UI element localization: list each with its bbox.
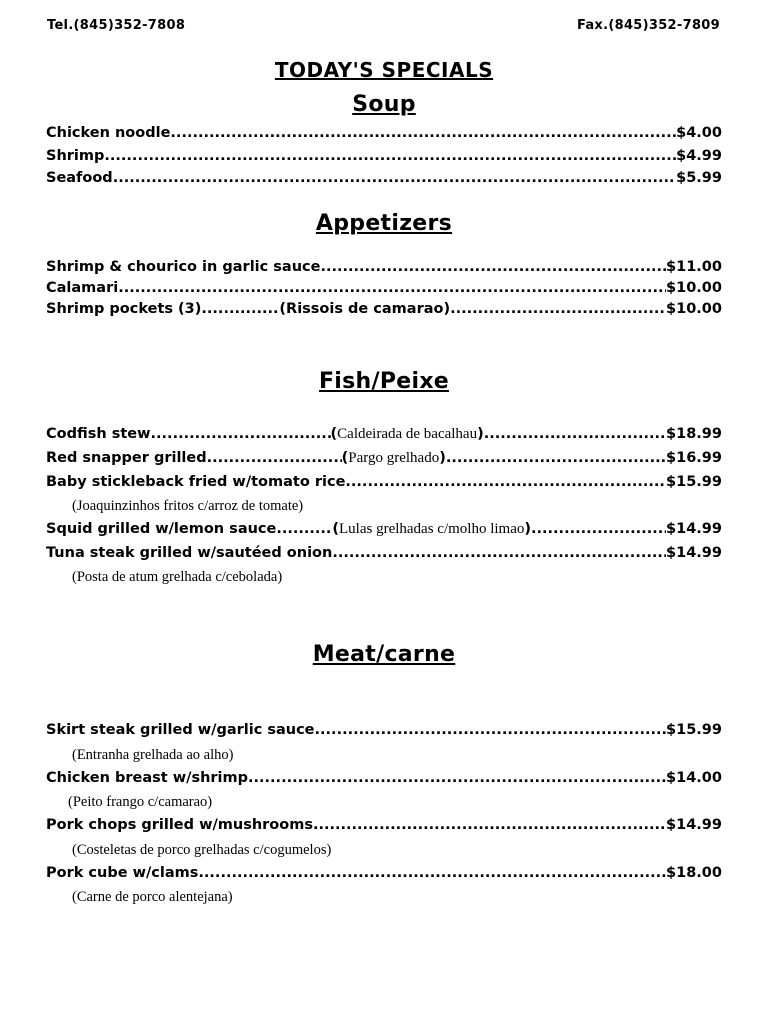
meat-heading: Meat/carne xyxy=(312,642,456,667)
dot-leader xyxy=(332,545,666,561)
page-title: TODAY'S SPECIALS xyxy=(274,58,494,82)
item-name: Shrimp xyxy=(46,148,105,164)
item-price: $5.99 xyxy=(676,170,722,186)
dot-leader xyxy=(276,521,332,537)
dot-leader xyxy=(320,259,666,275)
dot-leader xyxy=(198,865,666,881)
item-name: Baby stickleback fried w/tomato rice xyxy=(46,474,346,490)
soup-heading: Soup xyxy=(352,92,416,117)
dot-leader xyxy=(118,280,666,296)
fish-heading: Fish/Peixe xyxy=(318,369,450,394)
menu-item-shrimp-pockets xyxy=(46,301,722,321)
menu-item-pork-cube xyxy=(46,865,722,885)
item-translation: Caldeirada de bacalhau xyxy=(337,426,478,442)
dot-leader xyxy=(345,474,666,490)
menu-item-chicken-noodle xyxy=(46,125,722,145)
dot-leader xyxy=(151,426,331,442)
item-translation: (Rissois de camarao) xyxy=(279,301,451,317)
item-subtitle: (Posta de atum grelhada c/cebolada) xyxy=(72,569,283,585)
dot-leader xyxy=(104,148,676,164)
menu-item-pork-chops xyxy=(46,817,722,837)
item-price: $18.99 xyxy=(666,426,722,442)
dot-leader xyxy=(201,301,279,317)
dot-leader xyxy=(207,450,342,466)
item-translation: Lulas grelhadas c/molho limao xyxy=(339,521,525,537)
item-name: Pork chops grilled w/mushrooms xyxy=(46,817,313,833)
menu-item-skirt-steak xyxy=(46,722,722,742)
item-name: Calamari xyxy=(46,280,119,296)
item-name: Codfish stew xyxy=(46,426,151,442)
item-subtitle: (Joaquinzinhos fritos c/arroz de tomate) xyxy=(72,498,304,514)
item-price: $15.99 xyxy=(666,722,722,738)
item-price: $11.00 xyxy=(666,259,722,275)
menu-item-red-snapper xyxy=(46,450,722,470)
open-paren: ( xyxy=(330,426,338,442)
item-name: Chicken breast w/shrimp xyxy=(46,770,249,786)
menu-item-tuna-steak xyxy=(46,545,722,565)
item-name: Seafood xyxy=(46,170,113,186)
item-price: $10.00 xyxy=(666,280,722,296)
item-subtitle: (Peito frango c/camarao) xyxy=(68,794,213,810)
item-name: Shrimp pockets (3) xyxy=(46,301,202,317)
dot-leader xyxy=(113,170,676,186)
dot-leader xyxy=(313,817,666,833)
item-subtitle: (Costeletas de porco grelhadas c/cogumelos) xyxy=(72,842,332,858)
item-subtitle: (Carne de porco alentejana) xyxy=(72,889,233,905)
item-name: Squid grilled w/lemon sauce xyxy=(46,521,277,537)
dot-leader xyxy=(248,770,666,786)
appetizers-heading: Appetizers xyxy=(315,211,453,236)
close-paren: ) xyxy=(477,426,484,442)
item-price: $15.99 xyxy=(666,474,722,490)
dot-leader xyxy=(315,722,667,738)
item-name: Skirt steak grilled w/garlic sauce xyxy=(46,722,315,738)
menu-item-seafood xyxy=(46,170,722,190)
menu-item-calamari xyxy=(46,280,722,300)
menu-item-codfish-stew xyxy=(46,426,722,446)
item-price: $4.00 xyxy=(676,125,722,141)
open-paren: ( xyxy=(332,521,339,537)
dot-leader xyxy=(484,426,666,442)
item-subtitle: (Entranha grelhada ao alho) xyxy=(72,747,234,763)
menu-item-shrimp-chourico xyxy=(46,259,722,279)
item-name: Red snapper grilled xyxy=(46,450,207,466)
fax-number: Fax.(845)352-7809 xyxy=(576,18,720,33)
item-name: Shrimp & chourico in garlic sauce xyxy=(46,259,321,275)
close-paren: ) xyxy=(439,450,446,466)
item-price: $14.00 xyxy=(666,770,722,786)
telephone-number: Tel.(845)352-7808 xyxy=(47,18,186,33)
item-price: $14.99 xyxy=(666,817,722,833)
item-price: $4.99 xyxy=(676,148,722,164)
item-price: $18.00 xyxy=(666,865,722,881)
dot-leader xyxy=(531,521,666,537)
menu-item-baby-stickleback xyxy=(46,474,722,494)
dot-leader xyxy=(170,125,676,141)
menu-item-shrimp xyxy=(46,148,722,168)
dot-leader xyxy=(450,301,666,317)
item-name: Pork cube w/clams xyxy=(46,865,199,881)
item-price: $16.99 xyxy=(666,450,722,466)
open-paren: ( xyxy=(341,450,349,466)
item-translation: Pargo grelhado xyxy=(348,450,440,466)
item-name: Chicken noodle xyxy=(46,125,171,141)
close-paren: ) xyxy=(524,521,532,537)
item-price: $14.99 xyxy=(666,521,722,537)
item-name: Tuna steak grilled w/sautéed onion xyxy=(46,545,333,561)
item-price: $10.00 xyxy=(666,301,722,317)
menu-item-chicken-breast xyxy=(46,770,722,790)
item-price: $14.99 xyxy=(666,545,722,561)
menu-item-squid-grilled xyxy=(46,521,722,541)
dot-leader xyxy=(446,450,666,466)
